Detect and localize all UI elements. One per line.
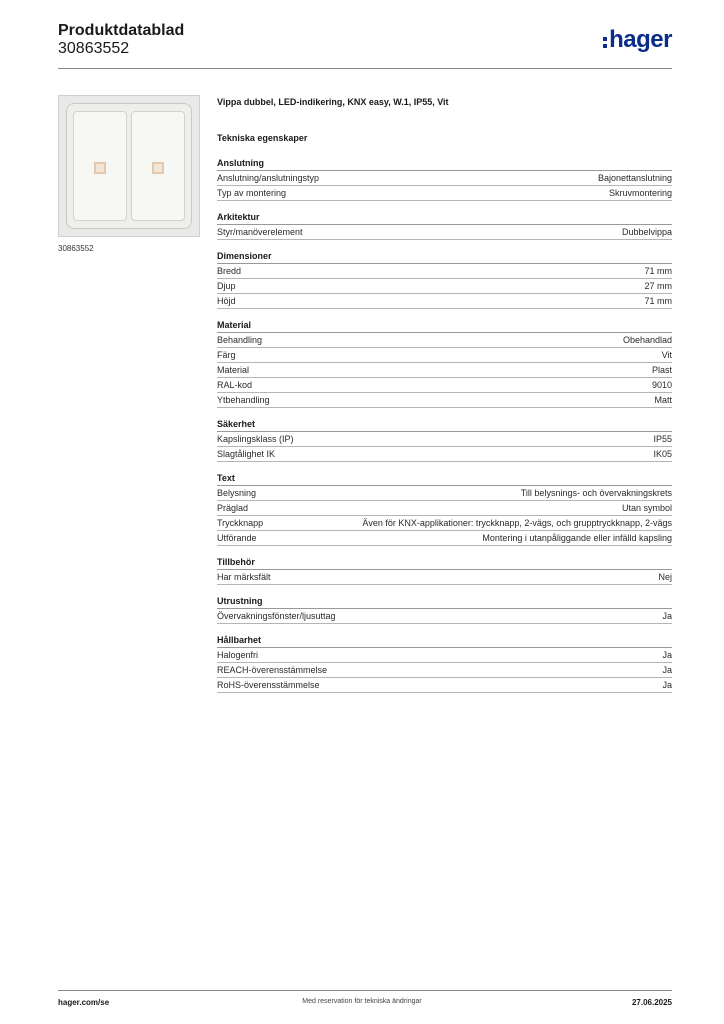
rocker-left <box>73 111 127 221</box>
footer-disclaimer: Med reservation för tekniska ändringar <box>302 998 422 1005</box>
property-value: Utan symbol <box>621 503 672 513</box>
document-number: 30863552 <box>58 40 130 57</box>
section-title: Material <box>217 319 672 333</box>
property-row <box>217 186 672 201</box>
footer-divider <box>58 990 672 991</box>
property-label: Styr/manöverelement <box>217 227 303 237</box>
property-label: REACH-överensstämmelse <box>217 665 328 675</box>
page-header <box>58 22 672 70</box>
property-label: Anslutning/anslutningstyp <box>217 173 320 183</box>
section-2 <box>217 250 672 309</box>
property-row <box>217 171 672 186</box>
property-label: Kapslingsklass (IP) <box>217 434 294 444</box>
property-label: Typ av montering <box>217 188 287 198</box>
logo-text: hager <box>609 26 672 53</box>
property-value: Nej <box>658 572 672 582</box>
property-label: Präglad <box>217 503 249 513</box>
hager-logo <box>603 26 672 54</box>
property-row <box>217 486 672 501</box>
property-row <box>217 348 672 363</box>
section-title: Hållbarhet <box>217 634 672 648</box>
property-row <box>217 279 672 294</box>
property-value: Ja <box>662 680 672 690</box>
property-value: Dubbelvippa <box>621 227 672 237</box>
footer-website[interactable]: hager.com/se <box>58 998 110 1007</box>
property-row <box>217 363 672 378</box>
property-value: Skruvmontering <box>608 188 672 198</box>
property-value: Ja <box>662 650 672 660</box>
property-row <box>217 678 672 693</box>
section-5 <box>217 472 672 546</box>
section-title: Säkerhet <box>217 418 672 432</box>
property-label: Bredd <box>217 266 242 276</box>
property-value: Ja <box>662 611 672 621</box>
properties-heading: Tekniska egenskaper <box>217 133 308 143</box>
property-row <box>217 264 672 279</box>
section-7 <box>217 595 672 624</box>
rocker-right <box>131 111 185 221</box>
property-value: 71 mm <box>644 266 672 276</box>
property-label: Belysning <box>217 488 257 498</box>
section-6 <box>217 556 672 585</box>
property-label: Färg <box>217 350 236 360</box>
property-row <box>217 393 672 408</box>
property-value: Till belysnings- och övervakningskrets <box>520 488 672 498</box>
property-row <box>217 516 672 531</box>
property-label: Ytbehandling <box>217 395 270 405</box>
property-value: Obehandlad <box>622 335 672 345</box>
section-1 <box>217 211 672 240</box>
property-row <box>217 378 672 393</box>
property-label: Slagtålighet IK <box>217 449 276 459</box>
property-value: Vit <box>661 350 672 360</box>
property-value: IP55 <box>653 434 672 444</box>
property-label: RoHS-överensstämmelse <box>217 680 320 690</box>
property-row <box>217 609 672 624</box>
section-title: Text <box>217 472 672 486</box>
property-value: 71 mm <box>644 296 672 306</box>
section-0 <box>217 157 672 201</box>
property-row <box>217 432 672 447</box>
property-label: Material <box>217 365 250 375</box>
section-8 <box>217 634 672 693</box>
property-sections <box>217 157 672 693</box>
property-value: Plast <box>651 365 672 375</box>
section-title: Tillbehör <box>217 556 672 570</box>
property-value: Ja <box>662 665 672 675</box>
property-value: Matt <box>654 395 672 405</box>
property-value: Även för KNX-applikationer: tryckknapp, 2-vägs, och grupptryckknapp, 2-vägs <box>362 518 672 528</box>
property-row <box>217 531 672 546</box>
property-row <box>217 648 672 663</box>
section-3 <box>217 319 672 408</box>
property-row <box>217 663 672 678</box>
property-row <box>217 501 672 516</box>
switch-plate <box>66 103 192 229</box>
property-value: 27 mm <box>644 281 672 291</box>
property-label: RAL-kod <box>217 380 253 390</box>
property-row <box>217 447 672 462</box>
section-title: Utrustning <box>217 595 672 609</box>
product-description: Vippa dubbel, LED-indikering, KNX easy, W.1, IP55, Vit <box>217 97 449 107</box>
led-indicator-icon <box>152 162 164 174</box>
section-title: Anslutning <box>217 157 672 171</box>
section-title: Arkitektur <box>217 211 672 225</box>
property-row <box>217 333 672 348</box>
product-image <box>58 95 200 237</box>
property-row <box>217 225 672 240</box>
section-title: Dimensioner <box>217 250 672 264</box>
property-label: Behandling <box>217 335 263 345</box>
property-label: Utförande <box>217 533 257 543</box>
property-label: Tryckknapp <box>217 518 264 528</box>
led-indicator-icon <box>94 162 106 174</box>
property-value: Bajonettanslutning <box>597 173 672 183</box>
footer-date: 27.06.2025 <box>631 998 672 1007</box>
header-divider <box>58 68 672 69</box>
property-value: 9010 <box>651 380 672 390</box>
product-details <box>217 96 672 703</box>
logo-dots-icon <box>603 37 607 48</box>
document-title: Produktdatablad <box>58 22 185 39</box>
image-caption: 30863552 <box>58 244 94 253</box>
property-label: Halogenfri <box>217 650 259 660</box>
property-label: Djup <box>217 281 236 291</box>
property-row <box>217 570 672 585</box>
property-label: Har märksfält <box>217 572 271 582</box>
section-4 <box>217 418 672 462</box>
property-label: Övervakningsfönster/ljusuttag <box>217 611 336 621</box>
property-value: Montering i utanpåliggande eller infälld kapsling <box>482 533 672 543</box>
property-value: IK05 <box>653 449 672 459</box>
property-label: Höjd <box>217 296 236 306</box>
property-row <box>217 294 672 309</box>
